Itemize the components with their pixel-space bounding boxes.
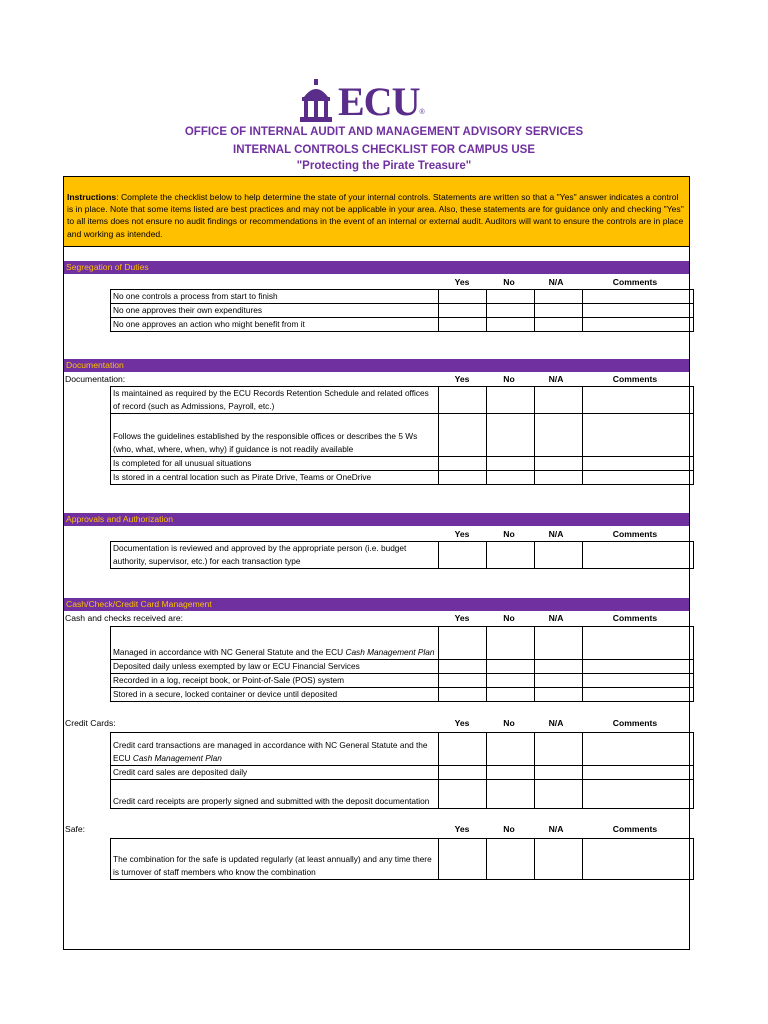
item-text: Credit card sales are deposited daily xyxy=(111,766,439,780)
comments-cell[interactable] xyxy=(583,290,694,304)
comments-cell[interactable] xyxy=(583,414,694,457)
na-cell[interactable] xyxy=(535,318,583,332)
approvals-table xyxy=(110,541,694,569)
item-text: Credit card receipts are properly signed and submitted with the deposit documentation xyxy=(111,780,439,809)
comments-cell[interactable] xyxy=(583,688,694,702)
documentation-label: Documentation: xyxy=(65,374,126,384)
no-cell[interactable] xyxy=(487,290,535,304)
no-cell[interactable] xyxy=(487,660,535,674)
col-no: No xyxy=(503,374,515,384)
col-na: N/A xyxy=(548,613,564,623)
item-text: The combination for the safe is updated regularly (at least annually) and any time there is turnover of staff members who know the combination xyxy=(111,839,439,880)
yes-cell[interactable] xyxy=(439,414,487,457)
no-cell[interactable] xyxy=(487,839,535,880)
item-text xyxy=(111,733,439,766)
table-row xyxy=(111,387,694,414)
segregation-table xyxy=(110,289,694,332)
col-yes: Yes xyxy=(454,613,470,623)
col-yes: Yes xyxy=(454,374,470,384)
na-cell[interactable] xyxy=(535,471,583,485)
credit-table xyxy=(110,732,694,809)
col-comments: Comments xyxy=(612,529,658,539)
col-na: N/A xyxy=(548,824,564,834)
table-row xyxy=(111,766,694,780)
yes-cell[interactable] xyxy=(439,542,487,569)
item-text: Follows the guidelines established by the responsible offices or describes the 5 Ws (who, what, where, when, why) if guidance is not readily available xyxy=(111,414,439,457)
comments-cell[interactable] xyxy=(583,471,694,485)
na-cell[interactable] xyxy=(535,780,583,809)
header-office: OFFICE OF INTERNAL AUDIT AND MANAGEMENT ADVISORY SERVICES xyxy=(184,126,584,138)
no-cell[interactable] xyxy=(487,733,535,766)
item-text xyxy=(111,627,439,660)
no-cell[interactable] xyxy=(487,318,535,332)
table-row xyxy=(111,542,694,569)
col-yes: Yes xyxy=(454,529,470,539)
yes-cell[interactable] xyxy=(439,290,487,304)
comments-cell[interactable] xyxy=(583,387,694,414)
col-no: No xyxy=(503,613,515,623)
yes-cell[interactable] xyxy=(439,839,487,880)
na-cell[interactable] xyxy=(535,674,583,688)
table-row xyxy=(111,674,694,688)
na-cell[interactable] xyxy=(535,766,583,780)
table-row xyxy=(111,414,694,457)
comments-cell[interactable] xyxy=(583,766,694,780)
table-row xyxy=(111,304,694,318)
col-no: No xyxy=(503,824,515,834)
item-text: Is stored in a central location such as Pirate Drive, Teams or OneDrive xyxy=(111,471,439,485)
yes-cell[interactable] xyxy=(439,304,487,318)
no-cell[interactable] xyxy=(487,542,535,569)
col-comments: Comments xyxy=(612,613,658,623)
col-na: N/A xyxy=(548,718,564,728)
cash-label: Cash and checks received are: xyxy=(65,613,183,623)
safe-label: Safe: xyxy=(65,824,86,834)
instructions-text: : Complete the checklist below to help determine the state of your internal controls. Statements are written so that a "Yes" answer indicates a control is in place. Note that some items listed are best practices and may not be applicable in your area. Also, these statements are for guidance only and checking "Yes" to all items does not ensure no audit findings or recommendations in the event of an internal or external audit. Auditors will want to ensure the controls are in place and working as intended. xyxy=(67,192,684,239)
table-row xyxy=(111,733,694,766)
comments-cell[interactable] xyxy=(583,304,694,318)
item-text-emphasis: Cash Management Plan xyxy=(132,753,222,763)
table-row xyxy=(111,688,694,702)
cupola-icon xyxy=(298,79,334,123)
na-cell[interactable] xyxy=(535,733,583,766)
no-cell[interactable] xyxy=(487,766,535,780)
na-cell[interactable] xyxy=(535,627,583,660)
table-row xyxy=(111,780,694,809)
na-cell[interactable] xyxy=(535,290,583,304)
yes-cell[interactable] xyxy=(439,457,487,471)
item-text: Documentation is reviewed and approved by the appropriate person (i.e. budget authority, supervisor, etc.) for each transaction type xyxy=(111,542,439,569)
section-segregation: Segregation of Duties xyxy=(64,261,689,274)
comments-cell[interactable] xyxy=(583,733,694,766)
logo-text: ECU xyxy=(338,78,420,124)
safe-table xyxy=(110,838,694,880)
table-row xyxy=(111,839,694,880)
col-no: No xyxy=(503,277,515,287)
table-row xyxy=(111,318,694,332)
na-cell[interactable] xyxy=(535,839,583,880)
item-text: Is completed for all unusual situations xyxy=(111,457,439,471)
comments-cell[interactable] xyxy=(583,660,694,674)
col-na: N/A xyxy=(548,277,564,287)
table-row xyxy=(111,290,694,304)
instructions-box xyxy=(63,176,690,247)
comments-cell[interactable] xyxy=(583,780,694,809)
no-cell[interactable] xyxy=(487,674,535,688)
section-documentation: Documentation xyxy=(64,359,689,372)
comments-cell[interactable] xyxy=(583,542,694,569)
col-yes: Yes xyxy=(454,718,470,728)
yes-cell[interactable] xyxy=(439,627,487,660)
comments-cell[interactable] xyxy=(583,627,694,660)
col-na: N/A xyxy=(548,529,564,539)
item-text: No one approves an action who might benefit from it xyxy=(111,318,439,332)
yes-cell[interactable] xyxy=(439,318,487,332)
table-row xyxy=(111,627,694,660)
col-yes: Yes xyxy=(454,824,470,834)
comments-cell[interactable] xyxy=(583,839,694,880)
na-cell[interactable] xyxy=(535,304,583,318)
col-yes: Yes xyxy=(454,277,470,287)
item-text: Is maintained as required by the ECU Records Retention Schedule and related offices of record (such as Admissions, Payroll, etc.) xyxy=(111,387,439,414)
cash-table xyxy=(110,626,694,702)
comments-cell[interactable] xyxy=(583,318,694,332)
item-text: Recorded in a log, receipt book, or Point-of-Sale (POS) system xyxy=(111,674,439,688)
na-cell[interactable] xyxy=(535,387,583,414)
yes-cell[interactable] xyxy=(439,387,487,414)
table-row xyxy=(111,457,694,471)
item-text: Deposited daily unless exempted by law or ECU Financial Services xyxy=(111,660,439,674)
yes-cell[interactable] xyxy=(439,733,487,766)
ecu-logo: ECU $_®$ xyxy=(298,78,425,124)
na-cell[interactable] xyxy=(535,660,583,674)
item-text-emphasis: Cash Management Plan xyxy=(345,647,435,657)
table-row xyxy=(111,471,694,485)
item-text: No one approves their own expenditures xyxy=(111,304,439,318)
yes-cell[interactable] xyxy=(439,471,487,485)
credit-label: Credit Cards: xyxy=(65,718,116,728)
comments-cell[interactable] xyxy=(583,457,694,471)
no-cell[interactable] xyxy=(487,304,535,318)
item-text-part: Managed in accordance with NC General Statute and the ECU xyxy=(113,647,346,657)
col-na: N/A xyxy=(548,374,564,384)
section-cash: Cash/Check/Credit Card Management xyxy=(64,598,689,611)
na-cell[interactable] xyxy=(535,542,583,569)
na-cell[interactable] xyxy=(535,414,583,457)
no-cell[interactable] xyxy=(487,627,535,660)
yes-cell[interactable] xyxy=(439,660,487,674)
instructions-label: Instructions xyxy=(67,192,117,202)
section-approvals: Approvals and Authorization xyxy=(64,513,689,526)
col-no: No xyxy=(503,718,515,728)
col-comments: Comments xyxy=(612,374,658,384)
yes-cell[interactable] xyxy=(439,766,487,780)
no-cell[interactable] xyxy=(487,457,535,471)
yes-cell[interactable] xyxy=(439,674,487,688)
na-cell[interactable] xyxy=(535,688,583,702)
col-comments: Comments xyxy=(612,718,658,728)
item-text-part: Credit card transactions are managed in accordance with NC General Statute and the ECU xyxy=(113,740,428,763)
yes-cell[interactable] xyxy=(439,780,487,809)
col-no: No xyxy=(503,529,515,539)
item-text: No one controls a process from start to finish xyxy=(111,290,439,304)
comments-cell[interactable] xyxy=(583,674,694,688)
col-comments: Comments xyxy=(612,277,658,287)
table-row xyxy=(111,660,694,674)
documentation-table xyxy=(110,386,694,485)
no-cell[interactable] xyxy=(487,688,535,702)
no-cell[interactable] xyxy=(487,471,535,485)
no-cell[interactable] xyxy=(487,414,535,457)
yes-cell[interactable] xyxy=(439,688,487,702)
no-cell[interactable] xyxy=(487,780,535,809)
header-tagline: "Protecting the Pirate Treasure" xyxy=(296,160,472,172)
na-cell[interactable] xyxy=(535,457,583,471)
col-comments: Comments xyxy=(612,824,658,834)
header-title: INTERNAL CONTROLS CHECKLIST FOR CAMPUS USE xyxy=(233,144,535,156)
item-text: Stored in a secure, locked container or device until deposited xyxy=(111,688,439,702)
no-cell[interactable] xyxy=(487,387,535,414)
